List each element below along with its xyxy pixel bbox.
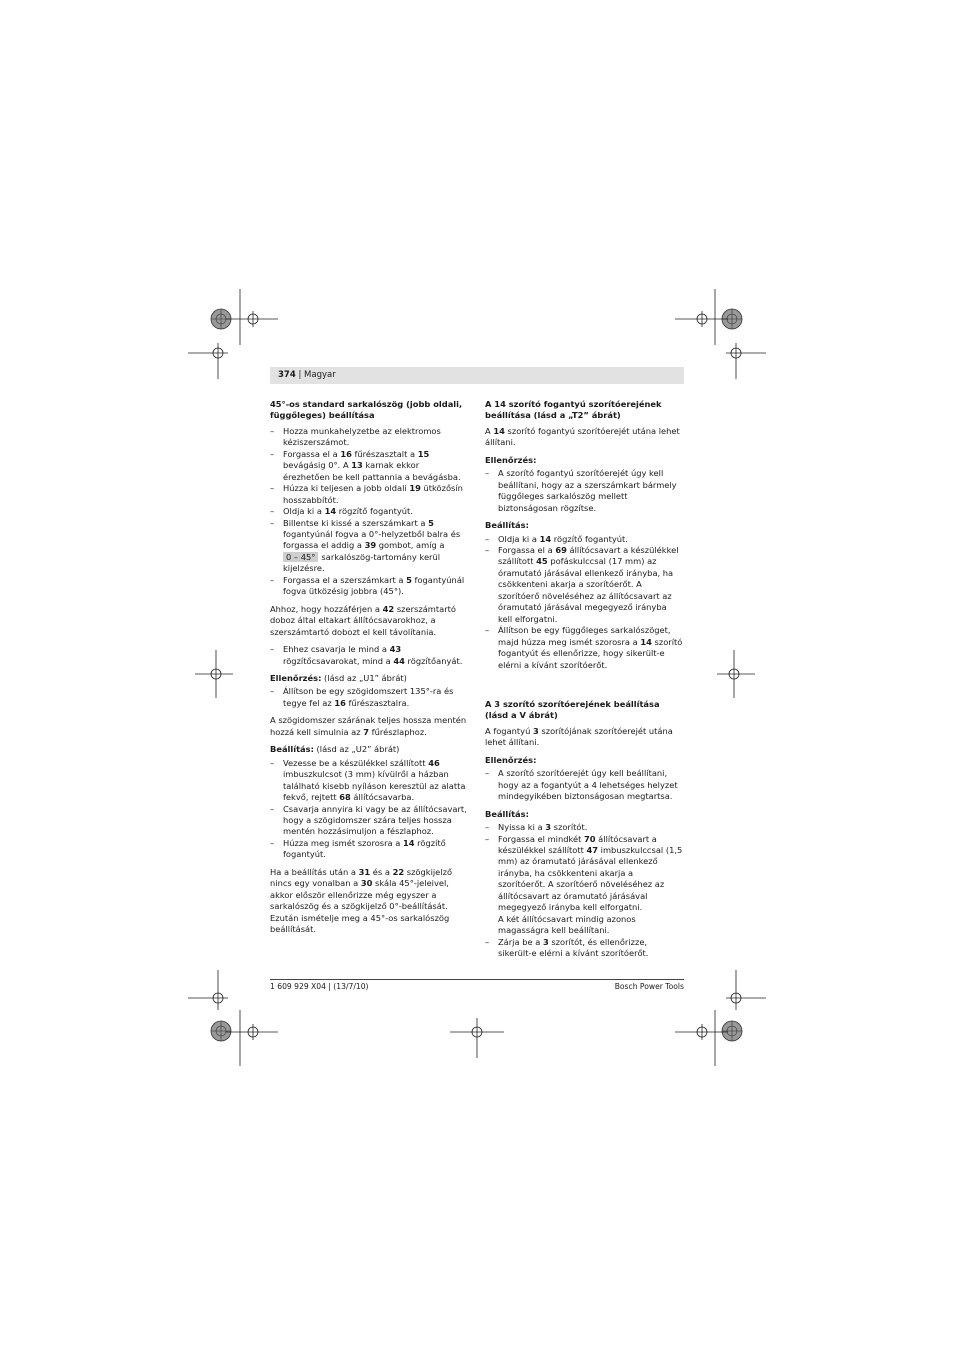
right-column — [485, 399, 683, 965]
list-item: – Hozza munkahelyzetbe az elektromos kéziszerszámot. — [270, 426, 468, 449]
paragraph: Ahhoz, hogy hozzáférjen a 42 szerszámtartó doboz által eltakart állítócsavarokhoz, a szerszámtartó dobozt el kell távolítania. — [270, 603, 456, 637]
page-number: 374 — [278, 370, 296, 380]
list-item: – Húzza meg ismét szorosra a 14 rögzítő fogantyút. — [270, 838, 468, 861]
section1-list — [270, 426, 468, 598]
crop-mark-icon — [226, 1004, 286, 1066]
list-item: – Ehhez csavarja le mind a 43 rögzítőcsavarokat, mind a 44 rögzítőanyát. — [270, 644, 468, 667]
list-item: – Forgassa el mindkét 70 állítócsavart a készülékkel szállított 47 imbuszkulccsal (1,5 mm) az óramutató járásával ellenkező irányba, ha csökkenteni akarja a szorítóerőt. A szorítóerő növeléséhez az állítócsavart az óramutató járásával megegyező irányba kell elforgatni. A két állítócsavart mindig azonos magasságra kell beállítani. — [485, 834, 683, 937]
section3-title: A 3 szorító szorítóerejének beállítása (lásd a V ábrát) — [485, 698, 660, 721]
section2-title: A 14 szorító fogantyú szorítóerejének beállítása (lásd a „T2” ábrát) — [485, 399, 662, 421]
list-item: – Nyissa ki a 3 szorítót. — [485, 822, 683, 833]
section1-title: 45°-os standard sarkalószög (jobb oldali, függőleges) beállítása — [270, 399, 463, 421]
paragraph: Ha a beállítás után a 31 és a 22 szögkijelző nincs egy vonalban a 30 skála 45°-jeleivel, akkor először ellenőrizze még egyszer a sarkalószög és a szögkijelző 0°-beállítását. Ezután ismételje meg a 45°-os sarkalószög beállítását. — [270, 866, 453, 935]
header-text — [278, 370, 336, 381]
paragraph: A 14 szorító fogantyú szorítóerejét utána lehet állítani. — [485, 425, 680, 448]
header-language: Magyar — [304, 370, 336, 380]
check-list — [485, 768, 683, 802]
crop-mark-icon — [450, 1014, 504, 1058]
list-item: – Csavarja annyira ki vagy be az állítócsavart, hogy a szögidomszer szára teljes hossza mentén hozzásimuljon a fészlaphoz. — [270, 804, 468, 838]
list-item: – Billentse ki kissé a szerszámkart a 5 fogantyúnál fogva a 0°-helyzetből balra és forgassa el addig a 39 gombot, amíg a 0 – 45° sarkalószög-tartomány kerül kijelzésre. — [270, 518, 468, 575]
setting-list — [270, 758, 468, 861]
list-item: – Zárja be a 3 szorítót, és ellenőrizze, sikerült-e elérni a kívánt szorítóerőt. — [485, 937, 683, 960]
crop-mark-icon — [713, 650, 763, 710]
list-item: – Húzza ki teljesen a jobb oldali 19 ütközősín hosszabbítót. — [270, 483, 468, 506]
list-item: – A szorító szorítóerejét úgy kell beállítani, hogy az a fogantyút a 4 lehetséges helyzet mindegyikében biztonságosan megtartsa. — [485, 768, 683, 802]
paragraph: A szögidomszer szárának teljes hossza mentén hozzá kell simulnia az 7 fűrészlaphoz. — [270, 715, 467, 737]
paragraph: A fogantyú 3 szorítójának szorítóerejét utána lehet állítani. — [485, 725, 673, 748]
footer-brand: Bosch Power Tools — [614, 982, 684, 991]
setting-heading: Beállítás: — [485, 808, 529, 819]
list-item: – A szorító fogantyú szorítóerejét úgy kell beállítani, hogy az a szerszámkart bármely függőleges sarkalószög mellett biztonságosan rögzítse. — [485, 468, 683, 514]
crop-mark-icon — [710, 335, 770, 375]
check-heading: Ellenőrzés: (lásd az „U1” ábrát) — [270, 672, 407, 683]
list — [270, 644, 468, 667]
page-header — [270, 367, 684, 384]
list-item: – Oldja ki a 14 rögzítő fogantyút. — [270, 506, 468, 517]
list-item: – Állítson be egy szögidomszert 135°-ra és tegye fel az 16 fűrészasztalra. — [270, 686, 468, 709]
list-item: – Forgassa el a szerszámkart a 5 fogantyúnál fogva ütközésig jobbra (45°). — [270, 575, 468, 598]
crop-mark-icon — [195, 650, 245, 710]
footer-rule — [270, 979, 684, 980]
crop-mark-icon — [670, 1004, 730, 1066]
setting-heading: Beállítás: — [485, 520, 529, 531]
crop-mark-icon — [188, 335, 248, 375]
setting-heading: Beállítás: (lásd az „U2” ábrát) — [270, 744, 400, 755]
check-list — [270, 686, 468, 709]
check-list — [485, 468, 683, 514]
header-separator: | — [295, 370, 305, 380]
angle-range-badge: 0 – 45° — [283, 552, 318, 562]
list-item: – Forgassa el a 16 fűrészasztalt a 15 bevágásig 0°. A 13 karnak ekkor érezhetően be kell pattannia a bevágásba. — [270, 449, 468, 483]
check-heading: Ellenőrzés: — [485, 454, 537, 465]
left-column — [270, 399, 468, 941]
list-item: – Állítson be egy függőleges sarkalószöget, majd húzza meg ismét szorosra a 14 szorító fogantyút és ellenőrizze, hogy sikerült-e elérni a kívánt szorítóerőt. — [485, 625, 683, 671]
list-item: – Vezesse be a készülékkel szállított 46 imbuszkulcsot (3 mm) kívülről a házban található kisebb nyíláson keresztül az alatta fekvő, rejtett 68 állítócsavarba. — [270, 758, 468, 804]
check-heading: Ellenőrzés: — [485, 754, 537, 765]
footer-doc-id: 1 609 929 X04 | (13/7/10) — [270, 982, 369, 991]
list-item: – Forgassa el a 69 állítócsavart a készülékkel szállított 45 pofáskulccsal (17 mm) az óramutató járásával ellenkező irányba, ha csökkenteni akarja a szorítóerőt. A szorítóerő növeléséhez az állítócsavart az óramutató járásával megegyező irányba kell elforgatni. — [485, 545, 683, 625]
setting-list — [485, 822, 683, 959]
list-item: – Oldja ki a 14 rögzítő fogantyút. — [485, 534, 683, 545]
setting-list — [485, 534, 683, 671]
